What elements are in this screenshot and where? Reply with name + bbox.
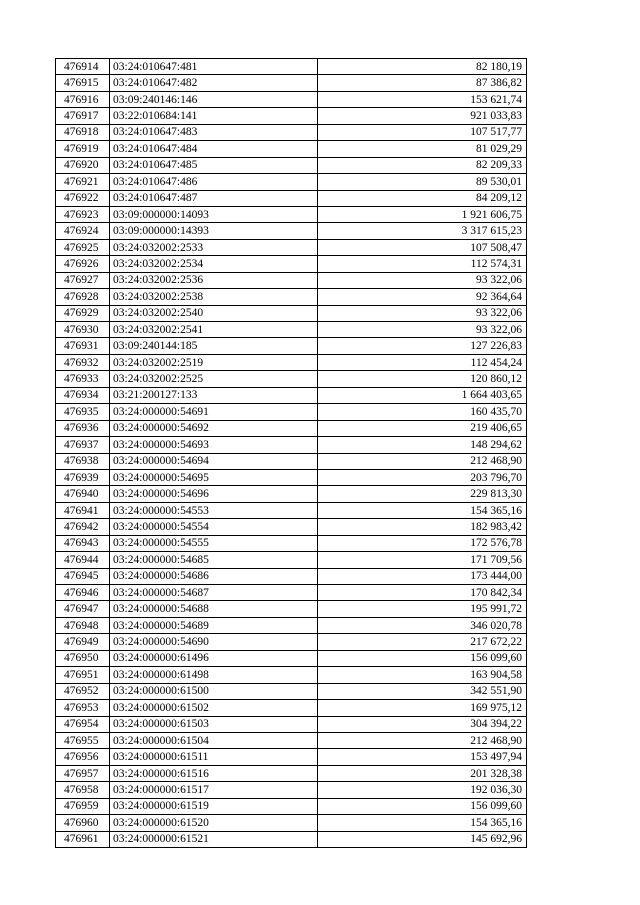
cadastral-value-cell: 1 664 403,65: [318, 387, 527, 403]
row-number-cell: 476938: [56, 453, 110, 469]
cadastral-number-cell: 03:24:000000:61521: [110, 831, 318, 847]
cadastral-value-table: [55, 58, 527, 848]
cadastral-value-cell: 201 328,38: [318, 765, 527, 781]
table-row: [56, 289, 527, 305]
table-row: [56, 667, 527, 683]
table-row: [56, 568, 527, 584]
table-row: [56, 75, 527, 91]
cadastral-number-cell: 03:24:000000:54687: [110, 585, 318, 601]
row-number-cell: 476914: [56, 59, 110, 75]
table-row: [56, 354, 527, 370]
table-row: [56, 831, 527, 847]
table-row: [56, 732, 527, 748]
row-number-cell: 476932: [56, 354, 110, 370]
cadastral-number-cell: 03:24:000000:54696: [110, 486, 318, 502]
cadastral-value-cell: 127 226,83: [318, 338, 527, 354]
table-row: [56, 174, 527, 190]
cadastral-value-cell: 172 576,78: [318, 535, 527, 551]
cadastral-value-cell: 1 921 606,75: [318, 206, 527, 222]
table-row: [56, 650, 527, 666]
table-row: [56, 59, 527, 75]
cadastral-number-cell: 03:24:032002:2541: [110, 322, 318, 338]
cadastral-value-cell: 173 444,00: [318, 568, 527, 584]
row-number-cell: 476931: [56, 338, 110, 354]
cadastral-value-cell: 217 672,22: [318, 634, 527, 650]
cadastral-value-cell: 163 904,58: [318, 667, 527, 683]
cadastral-number-cell: 03:24:000000:54689: [110, 617, 318, 633]
cadastral-number-cell: 03:22:010684:141: [110, 108, 318, 124]
row-number-cell: 476929: [56, 305, 110, 321]
cadastral-value-cell: 170 842,34: [318, 585, 527, 601]
row-number-cell: 476951: [56, 667, 110, 683]
cadastral-number-cell: 03:24:000000:61516: [110, 765, 318, 781]
row-number-cell: 476923: [56, 206, 110, 222]
cadastral-number-cell: 03:24:000000:54555: [110, 535, 318, 551]
row-number-cell: 476940: [56, 486, 110, 502]
row-number-cell: 476949: [56, 634, 110, 650]
table-row: [56, 486, 527, 502]
cadastral-value-cell: 171 709,56: [318, 552, 527, 568]
cadastral-number-cell: 03:24:000000:61498: [110, 667, 318, 683]
table-row: [56, 256, 527, 272]
table-row: [56, 239, 527, 255]
cadastral-value-cell: 153 497,94: [318, 749, 527, 765]
cadastral-number-cell: 03:24:000000:54685: [110, 552, 318, 568]
cadastral-value-cell: 82 180,19: [318, 59, 527, 75]
row-number-cell: 476958: [56, 782, 110, 798]
cadastral-number-cell: 03:24:000000:54691: [110, 404, 318, 420]
table-row: [56, 749, 527, 765]
row-number-cell: 476953: [56, 700, 110, 716]
table-row: [56, 815, 527, 831]
row-number-cell: 476943: [56, 535, 110, 551]
cadastral-value-cell: 112 454,24: [318, 354, 527, 370]
table-row: [56, 765, 527, 781]
table-row: [56, 782, 527, 798]
row-number-cell: 476928: [56, 289, 110, 305]
row-number-cell: 476935: [56, 404, 110, 420]
table-row: [56, 272, 527, 288]
cadastral-value-cell: 219 406,65: [318, 420, 527, 436]
cadastral-value-cell: 156 099,60: [318, 798, 527, 814]
cadastral-number-cell: 03:24:000000:61519: [110, 798, 318, 814]
cadastral-value-cell: 154 365,16: [318, 815, 527, 831]
cadastral-number-cell: 03:24:032002:2536: [110, 272, 318, 288]
cadastral-value-cell: 154 365,16: [318, 502, 527, 518]
cadastral-value-cell: 89 530,01: [318, 174, 527, 190]
table-row: [56, 338, 527, 354]
cadastral-number-cell: 03:09:000000:14393: [110, 223, 318, 239]
cadastral-number-cell: 03:09:000000:14093: [110, 206, 318, 222]
cadastral-value-cell: 87 386,82: [318, 75, 527, 91]
row-number-cell: 476960: [56, 815, 110, 831]
row-number-cell: 476945: [56, 568, 110, 584]
row-number-cell: 476950: [56, 650, 110, 666]
cadastral-value-cell: 93 322,06: [318, 272, 527, 288]
cadastral-number-cell: 03:24:032002:2534: [110, 256, 318, 272]
cadastral-value-cell: 84 209,12: [318, 190, 527, 206]
cadastral-value-cell: 342 551,90: [318, 683, 527, 699]
row-number-cell: 476918: [56, 124, 110, 140]
row-number-cell: 476917: [56, 108, 110, 124]
table-row: [56, 371, 527, 387]
cadastral-value-cell: 304 394,22: [318, 716, 527, 732]
row-number-cell: 476930: [56, 322, 110, 338]
row-number-cell: 476921: [56, 174, 110, 190]
table-row: [56, 634, 527, 650]
table-row: [56, 124, 527, 140]
table-row: [56, 305, 527, 321]
cadastral-value-cell: 153 621,74: [318, 91, 527, 107]
cadastral-value-cell: 145 692,96: [318, 831, 527, 847]
row-number-cell: 476947: [56, 601, 110, 617]
cadastral-value-cell: 120 860,12: [318, 371, 527, 387]
table-row: [56, 91, 527, 107]
cadastral-number-cell: 03:24:010647:482: [110, 75, 318, 91]
row-number-cell: 476937: [56, 437, 110, 453]
cadastral-number-cell: 03:24:032002:2519: [110, 354, 318, 370]
cadastral-value-cell: 93 322,06: [318, 305, 527, 321]
row-number-cell: 476941: [56, 502, 110, 518]
cadastral-value-cell: 346 020,78: [318, 617, 527, 633]
table-row: [56, 437, 527, 453]
row-number-cell: 476944: [56, 552, 110, 568]
cadastral-value-cell: 112 574,31: [318, 256, 527, 272]
table-row: [56, 420, 527, 436]
cadastral-number-cell: 03:24:010647:485: [110, 157, 318, 173]
table-row: [56, 798, 527, 814]
cadastral-number-cell: 03:21:200127:133: [110, 387, 318, 403]
cadastral-number-cell: 03:24:000000:61511: [110, 749, 318, 765]
row-number-cell: 476919: [56, 141, 110, 157]
cadastral-number-cell: 03:24:000000:54690: [110, 634, 318, 650]
cadastral-number-cell: 03:09:240146:146: [110, 91, 318, 107]
cadastral-number-cell: 03:24:032002:2540: [110, 305, 318, 321]
cadastral-number-cell: 03:24:000000:54688: [110, 601, 318, 617]
table-body: [56, 59, 527, 848]
row-number-cell: 476946: [56, 585, 110, 601]
row-number-cell: 476954: [56, 716, 110, 732]
cadastral-value-cell: 212 468,90: [318, 453, 527, 469]
cadastral-value-cell: 195 991,72: [318, 601, 527, 617]
cadastral-number-cell: 03:24:000000:54692: [110, 420, 318, 436]
table-row: [56, 700, 527, 716]
row-number-cell: 476959: [56, 798, 110, 814]
cadastral-number-cell: 03:24:000000:61502: [110, 700, 318, 716]
cadastral-value-cell: 107 517,77: [318, 124, 527, 140]
row-number-cell: 476927: [56, 272, 110, 288]
cadastral-number-cell: 03:24:032002:2538: [110, 289, 318, 305]
table-row: [56, 453, 527, 469]
cadastral-number-cell: 03:24:010647:487: [110, 190, 318, 206]
row-number-cell: 476934: [56, 387, 110, 403]
row-number-cell: 476936: [56, 420, 110, 436]
cadastral-number-cell: 03:24:010647:486: [110, 174, 318, 190]
table-row: [56, 223, 527, 239]
cadastral-value-cell: 182 983,42: [318, 519, 527, 535]
table-row: [56, 469, 527, 485]
table-row: [56, 387, 527, 403]
table-row: [56, 585, 527, 601]
table-row: [56, 157, 527, 173]
cadastral-value-cell: 93 322,06: [318, 322, 527, 338]
row-number-cell: 476942: [56, 519, 110, 535]
table-row: [56, 108, 527, 124]
row-number-cell: 476920: [56, 157, 110, 173]
cadastral-number-cell: 03:24:010647:481: [110, 59, 318, 75]
table-row: [56, 535, 527, 551]
cadastral-value-cell: 156 099,60: [318, 650, 527, 666]
row-number-cell: 476926: [56, 256, 110, 272]
cadastral-value-cell: 212 468,90: [318, 732, 527, 748]
cadastral-number-cell: 03:24:010647:484: [110, 141, 318, 157]
row-number-cell: 476915: [56, 75, 110, 91]
row-number-cell: 476933: [56, 371, 110, 387]
cadastral-number-cell: 03:24:000000:54686: [110, 568, 318, 584]
table-row: [56, 404, 527, 420]
cadastral-value-cell: 192 036,30: [318, 782, 527, 798]
table-row: [56, 601, 527, 617]
table-row: [56, 502, 527, 518]
row-number-cell: 476922: [56, 190, 110, 206]
row-number-cell: 476957: [56, 765, 110, 781]
cadastral-number-cell: 03:24:000000:61517: [110, 782, 318, 798]
cadastral-value-cell: 229 813,30: [318, 486, 527, 502]
cadastral-number-cell: 03:24:000000:54693: [110, 437, 318, 453]
table-row: [56, 322, 527, 338]
row-number-cell: 476924: [56, 223, 110, 239]
cadastral-number-cell: 03:24:000000:61503: [110, 716, 318, 732]
cadastral-number-cell: 03:24:032002:2533: [110, 239, 318, 255]
table-row: [56, 617, 527, 633]
cadastral-number-cell: 03:24:000000:54694: [110, 453, 318, 469]
table-row: [56, 683, 527, 699]
table-row: [56, 141, 527, 157]
cadastral-value-cell: 203 796,70: [318, 469, 527, 485]
cadastral-number-cell: 03:24:000000:61504: [110, 732, 318, 748]
cadastral-number-cell: 03:09:240144:185: [110, 338, 318, 354]
cadastral-value-cell: 3 317 615,23: [318, 223, 527, 239]
cadastral-number-cell: 03:24:000000:61496: [110, 650, 318, 666]
row-number-cell: 476948: [56, 617, 110, 633]
cadastral-number-cell: 03:24:000000:54553: [110, 502, 318, 518]
cadastral-number-cell: 03:24:000000:54695: [110, 469, 318, 485]
row-number-cell: 476955: [56, 732, 110, 748]
cadastral-value-cell: 92 364,64: [318, 289, 527, 305]
row-number-cell: 476939: [56, 469, 110, 485]
cadastral-value-cell: 148 294,62: [318, 437, 527, 453]
cadastral-number-cell: 03:24:032002:2525: [110, 371, 318, 387]
cadastral-value-cell: 82 209,33: [318, 157, 527, 173]
cadastral-value-cell: 169 975,12: [318, 700, 527, 716]
row-number-cell: 476956: [56, 749, 110, 765]
row-number-cell: 476916: [56, 91, 110, 107]
table-row: [56, 716, 527, 732]
table-row: [56, 519, 527, 535]
table-row: [56, 206, 527, 222]
cadastral-value-cell: 81 029,29: [318, 141, 527, 157]
table-row: [56, 552, 527, 568]
cadastral-number-cell: 03:24:000000:61500: [110, 683, 318, 699]
cadastral-value-cell: 160 435,70: [318, 404, 527, 420]
row-number-cell: 476952: [56, 683, 110, 699]
cadastral-number-cell: 03:24:000000:54554: [110, 519, 318, 535]
row-number-cell: 476925: [56, 239, 110, 255]
cadastral-value-cell: 921 033,83: [318, 108, 527, 124]
cadastral-number-cell: 03:24:000000:61520: [110, 815, 318, 831]
cadastral-value-cell: 107 508,47: [318, 239, 527, 255]
row-number-cell: 476961: [56, 831, 110, 847]
cadastral-number-cell: 03:24:010647:483: [110, 124, 318, 140]
table-row: [56, 190, 527, 206]
